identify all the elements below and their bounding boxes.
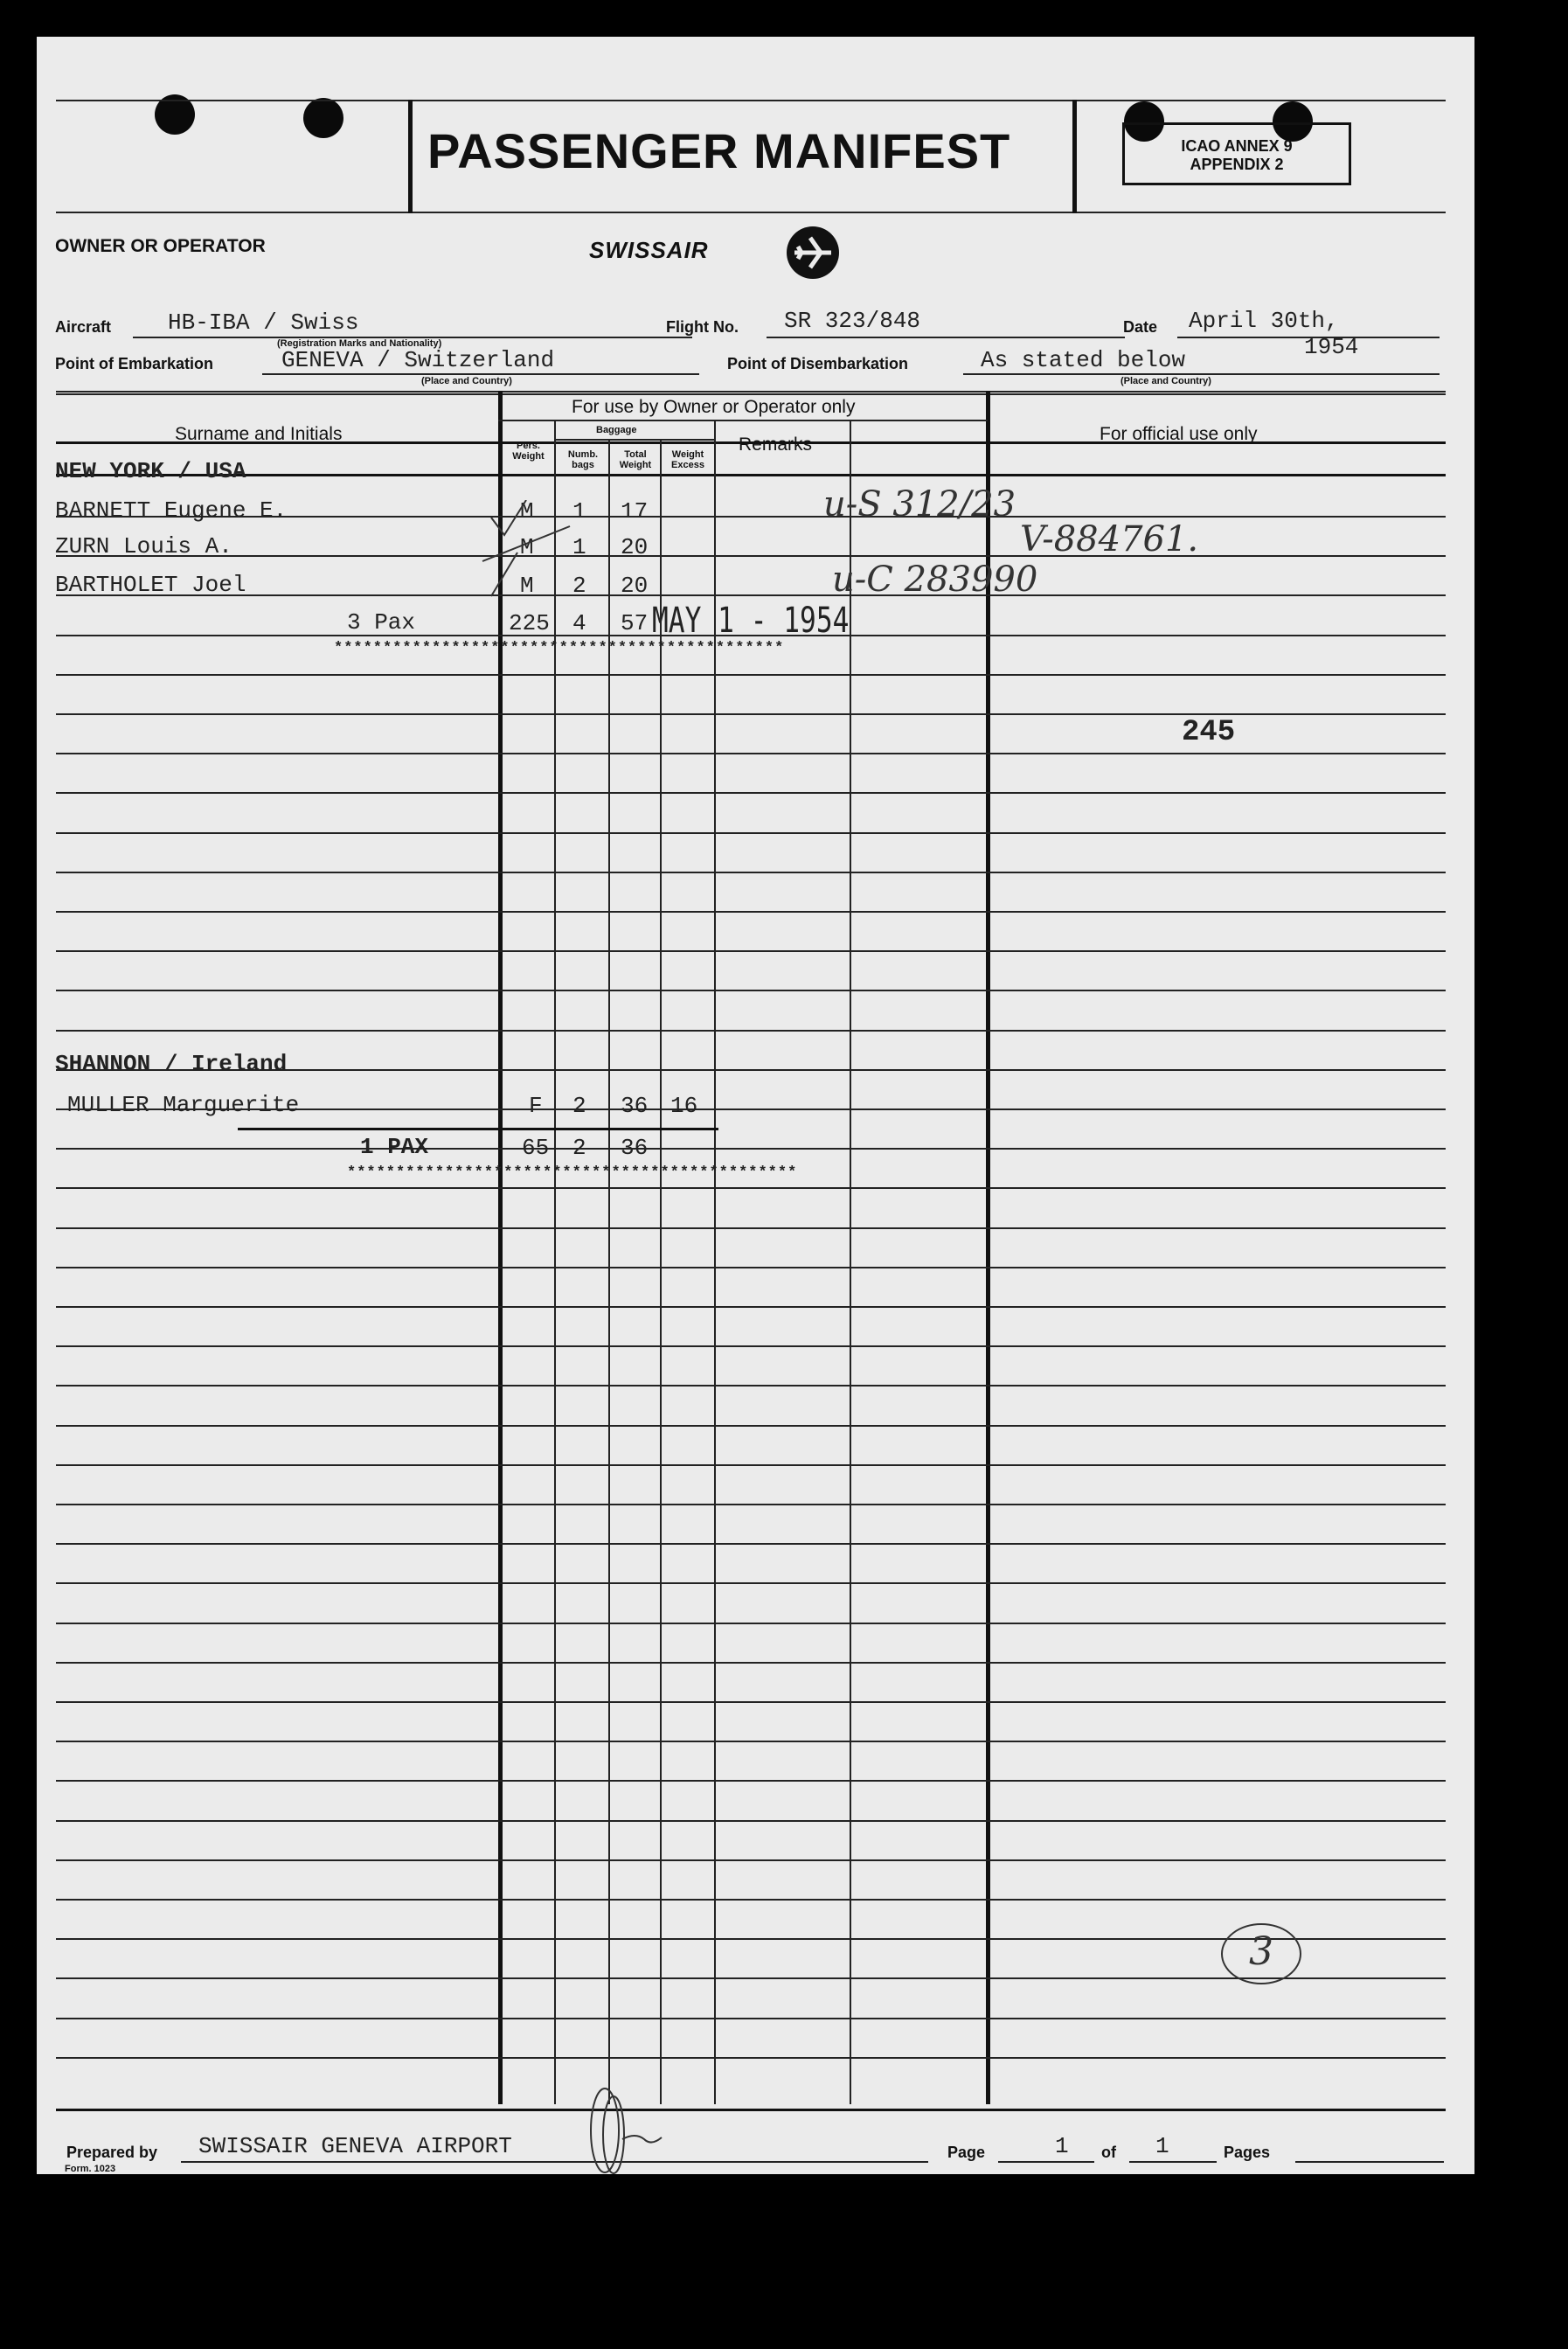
prepared-by-label: Prepared by: [66, 2144, 158, 2161]
pers-weight: M: [520, 534, 534, 560]
page-number: 1: [1055, 2133, 1069, 2159]
col-surname: Surname and Initials: [175, 424, 343, 444]
row-rule: [56, 594, 1446, 596]
row-rule: [56, 950, 1446, 952]
numb-bags: 1: [572, 498, 586, 525]
row-rule: [56, 1899, 1446, 1901]
passenger-name: ZURN Louis A.: [55, 533, 232, 559]
disembark-sublabel: (Place and Country): [1120, 376, 1211, 386]
passenger-name: BARTHOLET Joel: [55, 572, 246, 598]
official-note: V-884761.: [1020, 519, 1199, 559]
row-rule: [56, 1425, 1446, 1427]
col-weight-excess: Weight Excess: [671, 449, 704, 470]
embark-sublabel: (Place and Country): [421, 376, 512, 386]
total-bags: 2: [572, 1135, 586, 1161]
row-rule: [56, 832, 1446, 834]
row-rule: [56, 990, 1446, 991]
numb-bags: 2: [572, 573, 586, 599]
row-rule: [56, 1543, 1446, 1545]
col-total-weight: Total Weight: [619, 449, 652, 470]
total-pax-label: 1 PAX: [360, 1134, 429, 1160]
airplane-logo-icon: [786, 226, 840, 280]
page-total: 1: [1155, 2133, 1169, 2159]
row-rule: [56, 1345, 1446, 1347]
row-rule: [56, 1267, 1446, 1268]
official-note: u-C 283990: [832, 559, 1038, 600]
row-rule: [56, 872, 1446, 873]
row-rule: [56, 2018, 1446, 2019]
weight-excess: 16: [670, 1093, 698, 1119]
row-rule: [56, 555, 1446, 557]
destination-shannon: SHANNON / Ireland: [55, 1051, 288, 1077]
date-year: 1954: [1304, 334, 1359, 360]
pages-label: Pages: [1224, 2144, 1271, 2161]
form-number: Form. 1023: [65, 2164, 116, 2174]
col-remarks: Remarks: [739, 434, 813, 455]
punch-hole: [303, 98, 343, 138]
total-weight-sum: 57: [621, 610, 649, 636]
pers-weight: M: [520, 573, 534, 599]
row-rule: [56, 2057, 1446, 2059]
row-rule: [56, 1582, 1446, 1584]
row-rule: [56, 1701, 1446, 1703]
flight-value: SR 323/848: [784, 308, 921, 334]
row-rule: [56, 1227, 1446, 1229]
aircraft-sublabel: (Registration Marks and Nationality): [277, 338, 442, 349]
icao-box: [1122, 122, 1351, 185]
row-rule: [56, 1662, 1446, 1664]
row-rule: [56, 1780, 1446, 1782]
official-note: u-S 312/23: [823, 484, 1016, 525]
total-underline-stars: **********************************************: [334, 640, 785, 657]
row-rule: [56, 1030, 1446, 1032]
row-rule: [56, 1820, 1446, 1822]
row-rule: [56, 1187, 1446, 1189]
total-pers-weight: 225: [509, 610, 550, 636]
row-rule: [56, 1741, 1446, 1742]
col-pers-weight: Pers. Weight: [512, 441, 545, 462]
col-owner-use: For use by Owner or Operator only: [572, 397, 856, 417]
aircraft-label: Aircraft: [55, 318, 112, 336]
total-weight: 20: [621, 573, 649, 599]
total-pax-label: 3 Pax: [347, 609, 416, 636]
pers-weight: F: [529, 1093, 543, 1119]
col-official: For official use only: [1100, 424, 1258, 444]
manifest-sheet: [37, 37, 1474, 2174]
circled-page-mark: 3: [1221, 1923, 1301, 1984]
check-marks: [465, 500, 605, 605]
row-rule: [56, 1623, 1446, 1624]
passenger-name: MULLER Marguerite: [67, 1092, 300, 1118]
row-rule: [56, 753, 1446, 754]
prepared-by-value: SWISSAIR GENEVA AIRPORT: [198, 2133, 512, 2159]
disembark-value: As stated below: [981, 347, 1186, 373]
total-weight: 17: [621, 498, 649, 525]
total-underline-stars: **********************************************: [347, 1164, 798, 1181]
icao-annex: ICAO ANNEX 9: [1181, 137, 1293, 155]
row-rule: [56, 1306, 1446, 1308]
of-label: of: [1101, 2144, 1116, 2161]
date-label: Date: [1123, 318, 1158, 336]
row-rule: [56, 1148, 1446, 1150]
total-weight: 36: [621, 1093, 649, 1119]
total-pers-weight: 65: [522, 1135, 550, 1161]
page-title: PASSENGER MANIFEST: [427, 123, 1011, 178]
row-rule: [56, 713, 1446, 715]
date-value: April 30th,: [1189, 308, 1339, 334]
flight-label: Flight No.: [666, 318, 739, 336]
numb-bags: 1: [572, 534, 586, 560]
swissair-logo: SWISSAIR: [589, 226, 851, 278]
embark-value: GENEVA / Switzerland: [281, 347, 555, 373]
col-numb-bags: Numb. bags: [567, 449, 599, 470]
owner-label: OWNER OR OPERATOR: [55, 236, 266, 256]
page-label: Page: [947, 2144, 986, 2161]
signature-scribble: [552, 2087, 675, 2183]
date-stamp: MAY 1 - 1954: [652, 601, 850, 641]
row-rule: [56, 1504, 1446, 1505]
pers-weight: M: [520, 498, 534, 525]
icao-appendix: APPENDIX 2: [1190, 156, 1284, 173]
row-rule: [56, 1859, 1446, 1861]
numb-bags: 2: [572, 1093, 586, 1119]
total-weight: 20: [621, 534, 649, 560]
row-rule: [56, 1464, 1446, 1466]
destination-new-york: NEW YORK / USA: [55, 458, 246, 484]
row-rule: [56, 911, 1446, 913]
embark-label: Point of Embarkation: [55, 355, 214, 372]
row-rule: [56, 674, 1446, 676]
passenger-name: BARNETT Eugene E.: [55, 497, 288, 524]
disembark-label: Point of Disembarkation: [727, 355, 909, 372]
row-rule: [56, 792, 1446, 794]
total-bags: 4: [572, 610, 586, 636]
col-baggage: Baggage: [596, 425, 637, 435]
official-number: 245: [1182, 716, 1236, 749]
aircraft-value: HB-IBA / Swiss: [168, 309, 359, 336]
row-rule: [56, 1385, 1446, 1386]
total-weight-sum: 36: [621, 1135, 649, 1161]
